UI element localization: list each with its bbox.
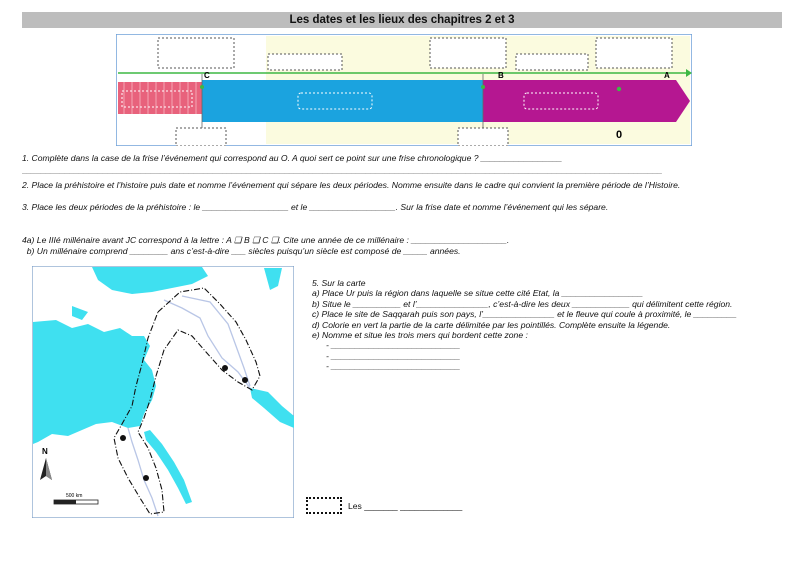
map-legend bbox=[306, 497, 462, 514]
label-zero: 0 bbox=[616, 129, 623, 141]
sea-answer-line-1: - ___________________________ bbox=[326, 340, 461, 351]
section-5-e: e) Nomme et situe les trois mers qui bordent cette zone : bbox=[312, 330, 528, 341]
city-dot-3 bbox=[120, 435, 126, 441]
section-5 bbox=[312, 278, 782, 372]
sea-answer-line-2: - ___________________________ bbox=[326, 350, 461, 361]
prehistory-band bbox=[118, 82, 202, 114]
city-dot-4 bbox=[143, 475, 149, 481]
question-2: 2. Place la préhistoire et l’histoire puis date et nomme l’événement qui sépare les deux périodes. Nomme ensuite dans le cadre qui convient la première période de l’Histoire. bbox=[22, 180, 681, 190]
section-5-d: d) Colorie en vert la partie de la carte délimitée par les pointillés. Complète ensuite la légende. bbox=[312, 319, 671, 330]
question-4b: b) Un millénaire comprend ________ ans c’est-à-dire ___ siècles puisqu’un siècle est composé de _____ années. bbox=[22, 246, 461, 256]
history-band-blue bbox=[202, 80, 483, 122]
label-a: A bbox=[664, 71, 670, 80]
dot-zero bbox=[617, 87, 621, 91]
map-middle-east bbox=[32, 266, 294, 518]
timeline-box-bottom-2 bbox=[458, 128, 508, 146]
dot-c bbox=[200, 85, 204, 89]
timeline-box-top-1 bbox=[158, 38, 234, 68]
timeline-box-top-5 bbox=[596, 38, 672, 68]
question-3: 3. Place les deux périodes de la préhistoire : le __________________ et le __________________. Sur la frise date et nomme l’événement qui les sépare. bbox=[22, 202, 609, 212]
timeline-box-top-3 bbox=[430, 38, 506, 68]
question-1-answer-line: ______________________________________________________________________________________________________________________________________ bbox=[22, 165, 663, 175]
city-dot-2 bbox=[242, 377, 248, 383]
legend-swatch bbox=[306, 497, 342, 514]
dot-b bbox=[481, 85, 485, 89]
timeline-box-top-2 bbox=[268, 54, 342, 70]
question-4a: 4a) Le IIIé millénaire avant JC correspond à la lettre : A ❑ B ❑ C ❑. Cite une année de ce millénaire : ____________________. bbox=[22, 235, 510, 245]
label-b: B bbox=[498, 71, 504, 80]
city-dot-1 bbox=[222, 365, 228, 371]
timeline-box-top-4 bbox=[516, 54, 588, 70]
timeline-box-bottom-1 bbox=[176, 128, 226, 146]
north-label: N bbox=[42, 447, 48, 456]
section-5-c: c) Place le site de Saqqarah puis son pays, l’_______________ et le fleuve qui coule à proximité, le _________ bbox=[312, 309, 737, 320]
timeline-frieze bbox=[116, 34, 692, 146]
section-5-b: b) Situe le __________ et l’_______________, c’est-à-dire les deux ____________ qui délimitent cette région. bbox=[312, 298, 733, 309]
sea-answer-line-3: - ___________________________ bbox=[326, 361, 461, 372]
scale-label: 500 km bbox=[66, 493, 83, 499]
question-1: 1. Complète dans la case de la frise l’événement qui correspond au O. A quoi sert ce point sur une frise chronologique ? _________________ bbox=[22, 153, 563, 163]
section-5-heading: 5. Sur la carte bbox=[312, 278, 366, 288]
legend-text: Les _______ _____________ bbox=[348, 500, 463, 511]
history-band-magenta bbox=[483, 80, 690, 122]
label-c: C bbox=[204, 71, 210, 80]
section-5-a: a) Place Ur puis la région dans laquelle se situe cette cité Etat, la _________________ bbox=[312, 288, 644, 299]
page-title: Les dates et les lieux des chapitres 2 et 3 bbox=[22, 12, 782, 28]
